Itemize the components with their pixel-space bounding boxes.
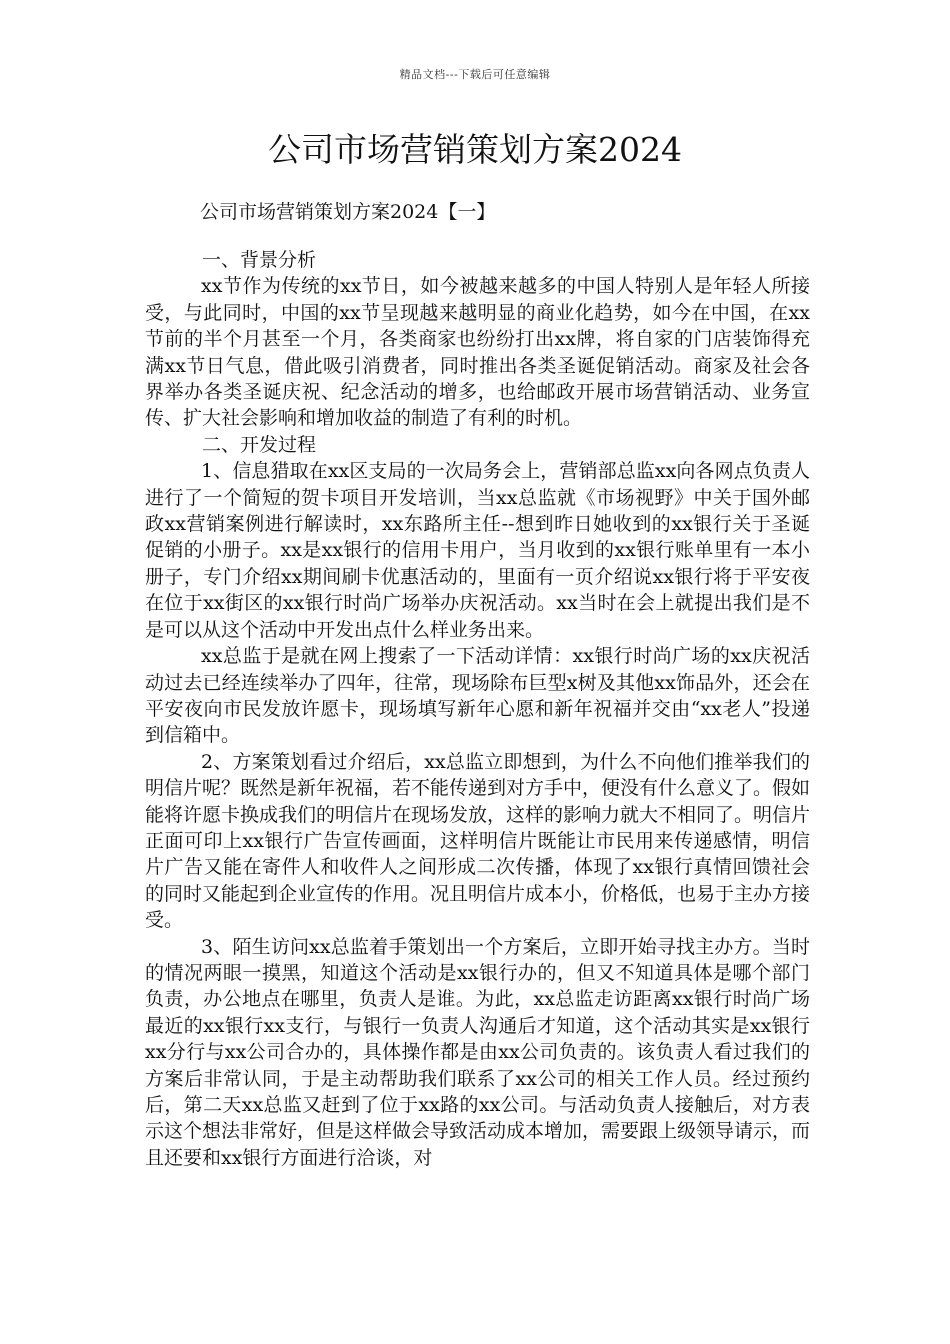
section-heading-background: 一、背景分析 <box>202 249 317 271</box>
document-subtitle: 公司市场营销策划方案2024【一】 <box>200 201 496 223</box>
paragraph-online-search: xx总监于是就在网上搜索了一下活动详情：xx银行时尚广场的xx庆祝活动过去已经连续举办了四年，往常，现场除布巨型x树及其他xx饰品外，还会在平安夜向市民发放许愿卡，现场填写新年心愿和新年祝福并交由“xx老人”投递到信箱中。 <box>145 645 810 747</box>
section-heading-process: 二、开发过程 <box>202 433 317 456</box>
paragraph-cold-visit: 3、陌生访问xx总监着手策划出一个方案后，立即开始寻找主办方。当时的情况两眼一摸黑，知道这个活动是xx银行办的，但又不知道具体是哪个部门负责，办公地点在哪里，负责人是谁。为此，xx总监走访距离xx银行时尚广场最近的xx银行xx支行，与银行一负责人沟通后才知道，这个活动其实是xx银行xx分行与xx公司合办的，具体操作都是由xx公司负责的。该负责人看过我们的方案后非常认同，于是主动帮助我们联系了xx公司的相关工作人员。经过预约后，第二天xx总监又赶到了位于xx路的xx公司。与活动负责人接触后，对方表示这个想法非常好，但是这样做会导致活动成本增加，需要跟上级领导请示，而且还要和xx银行方面进行洽谈，对 <box>145 935 811 1169</box>
paragraph-plan: 2、方案策划看过介绍后，xx总监立即想到，为什么不向他们推举我们的明信片呢？既然是新年祝福，若不能传递到对方手中，便没有什么意义了。假如能将许愿卡换成我们的明信片在现场发放，这样的影响力就大不相同了。明信片正面可印上xx银行广告宣传画面，这样明信片既能让市民用来传递感情，明信片广告又能在寄件人和收件人之间形成二次传播，体现了xx银行真情回馈社会的同时又能起到企业宣传的作用。况且明信片成本小，价格低，也易于主办方接受。 <box>145 750 811 932</box>
paragraph-background: xx节作为传统的xx节日，如今被越来越多的中国人特别人是年轻人所接受，与此同时，中国的xx节呈现越来越明显的商业化趋势，如今在中国，在xx节前的半个月甚至一个月，各类商家也纷纷打出xx牌，将自家的门店装饰得充满xx节日气息，借此吸引消费者，同时推出各类圣诞促销活动。商家及社会各界举办各类圣诞庆祝、纪念活动的增多，也给邮政开展市场营销活动、业务宣传、扩大社会影响和增加收益的制造了有利的时机。 <box>145 275 810 430</box>
page-header-note: 精品文档---下载后可任意编辑 <box>399 68 551 81</box>
document-body <box>145 247 810 1171</box>
document-title: 公司市场营销策划方案2024 <box>268 130 682 169</box>
paragraph-info-gathering: 1、信息猎取在xx区支局的一次局务会上，营销部总监xx向各网点负责人进行了一个简短的贺卡项目开发培训，当xx总监就《市场视野》中关于国外邮政xx营销案例进行解读时，xx东路所主任--想到昨日她收到的xx银行关于圣诞促销的小册子。xx是xx银行的信用卡用户，当月收到的xx银行账单里有一本小册子，专门介绍xx期间刷卡优惠活动的，里面有一页介绍说xx银行将于平安夜在位于xx街区的xx银行时尚广场举办庆祝活动。xx当时在会上就提出我们是不是可以从这个活动中开发出点什么样业务出来。 <box>145 460 810 641</box>
